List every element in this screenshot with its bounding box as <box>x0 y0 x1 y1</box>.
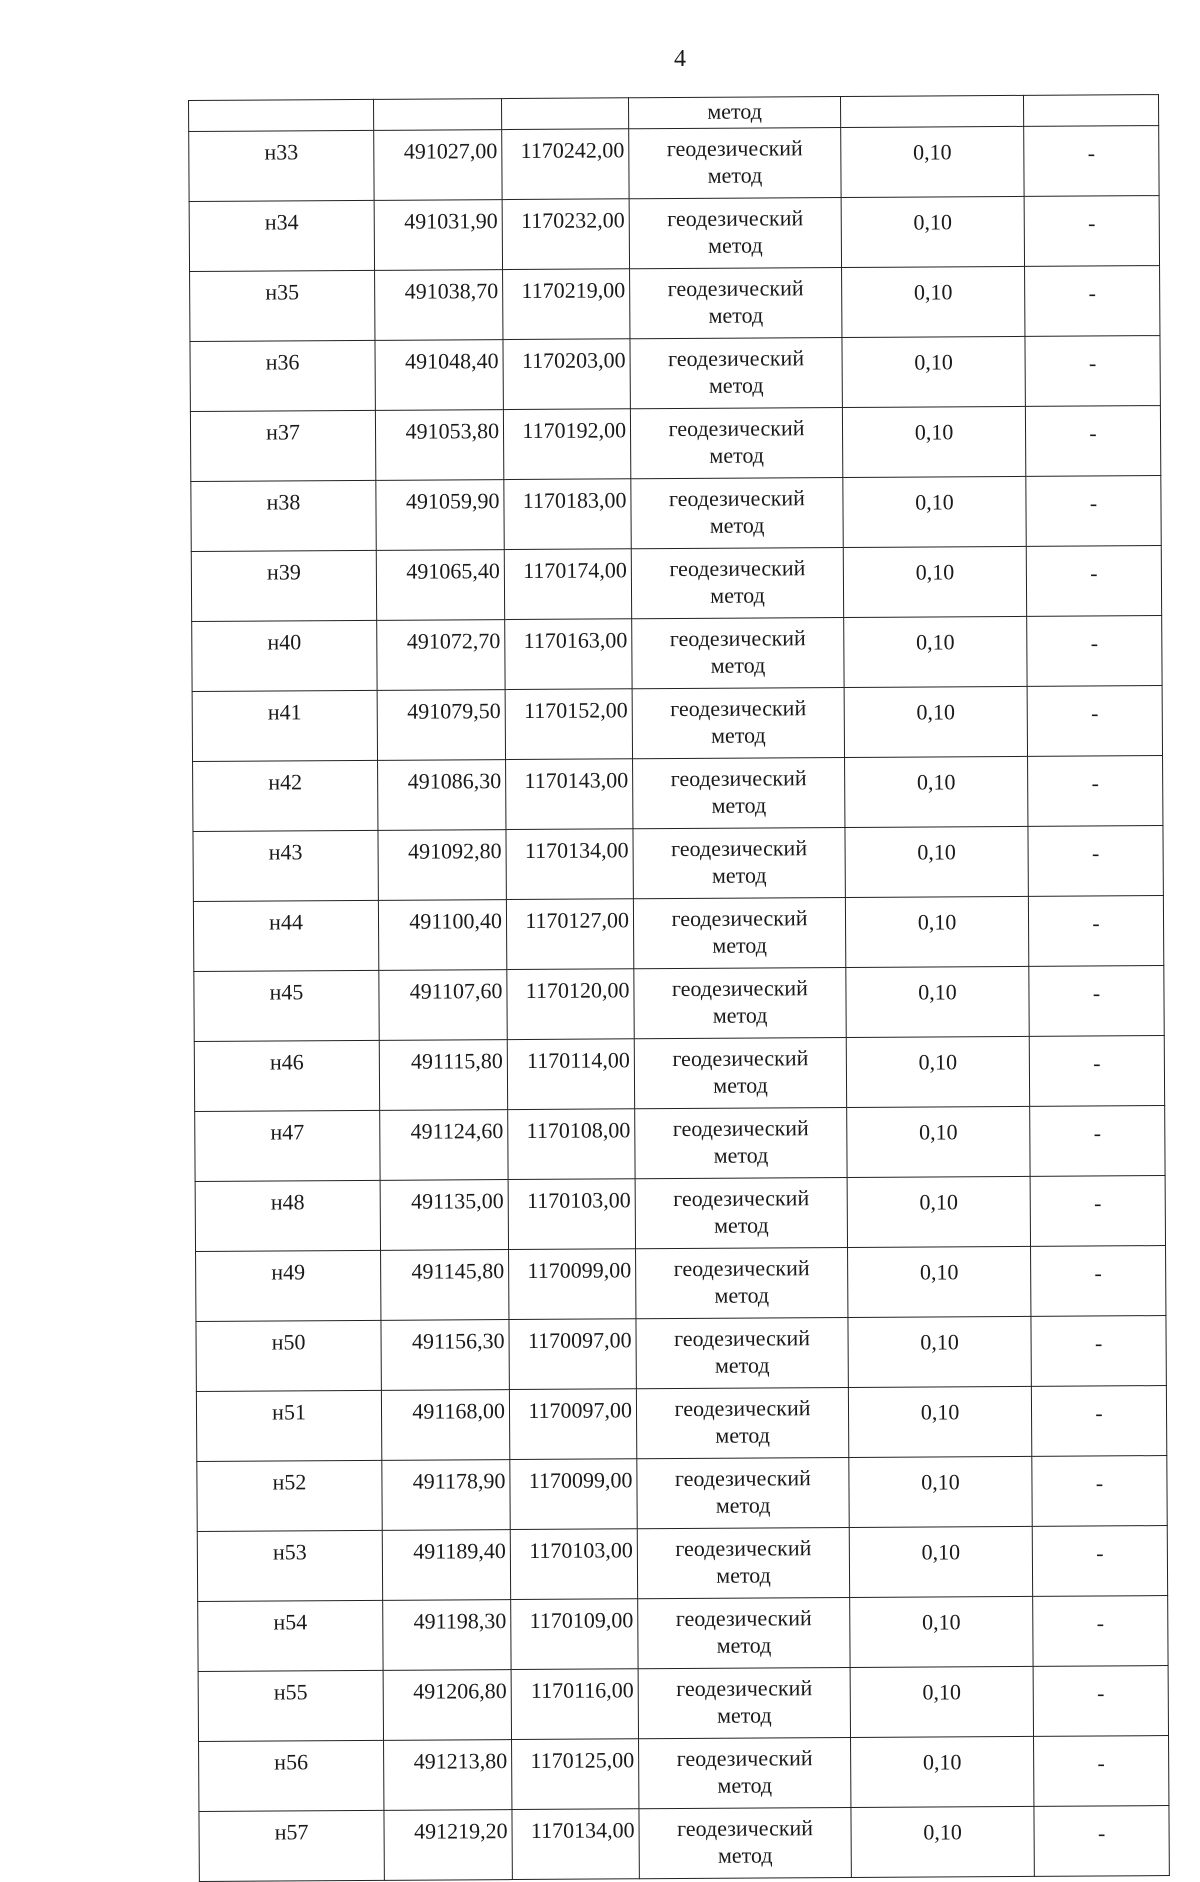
cell-precision: 0,10 <box>844 686 1027 757</box>
cell-coordinate-y: 1170099,00 <box>510 1459 637 1530</box>
method-line-2: метод <box>714 1212 769 1238</box>
cell-coordinate-x: 491206,80 <box>383 1670 511 1741</box>
method-line-2: метод <box>711 722 766 748</box>
table-row <box>195 1176 1165 1252</box>
cell-description: - <box>1033 1596 1168 1667</box>
cell-method <box>631 478 843 549</box>
cell-point-name: н51 <box>196 1390 381 1461</box>
method-line-1: геодезический <box>668 415 805 442</box>
cell-precision: 0,10 <box>851 1806 1034 1877</box>
cell-precision: 0,10 <box>848 1246 1031 1317</box>
cell-point-name: н48 <box>195 1180 380 1251</box>
cell-precision: 0,10 <box>843 476 1026 547</box>
cell-method <box>632 688 844 759</box>
cell-description: - <box>1026 546 1161 617</box>
method-line-1: геодезический <box>666 135 803 162</box>
cell-coordinate-x: 491031,90 <box>374 200 502 271</box>
cell-precision: 0,10 <box>848 1316 1031 1387</box>
cell-coordinate-y: 1170114,00 <box>507 1039 634 1110</box>
cell-precision: 0,10 <box>845 826 1028 897</box>
method-line-1: геодезический <box>673 1255 810 1282</box>
cell-coordinate-y: 1170242,00 <box>502 129 629 200</box>
table-row <box>197 1456 1167 1532</box>
cell-coordinate-y: 1170183,00 <box>504 479 631 550</box>
cell-description: - <box>1029 966 1164 1037</box>
cell-description: - <box>1033 1666 1168 1737</box>
cell-description: - <box>1032 1456 1167 1527</box>
cell-coordinate-y: 1170152,00 <box>505 689 632 760</box>
continued-cell-name <box>189 99 374 131</box>
cell-precision: 0,10 <box>845 756 1028 827</box>
method-line-1: геодезический <box>672 1045 809 1072</box>
table-row <box>190 266 1160 342</box>
method-line-2: метод <box>708 232 763 258</box>
cell-description: - <box>1026 476 1161 547</box>
coordinates-table-wrapper <box>188 94 1169 1882</box>
cell-method <box>629 128 841 199</box>
cell-point-name: н44 <box>193 900 378 971</box>
cell-coordinate-y: 1170099,00 <box>509 1249 636 1320</box>
cell-description: - <box>1027 616 1162 687</box>
cell-method <box>633 897 845 968</box>
method-line-1: геодезический <box>673 1185 810 1212</box>
table-row <box>190 336 1160 412</box>
cell-coordinate-x: 491156,30 <box>381 1320 509 1391</box>
table-row <box>199 1736 1169 1812</box>
cell-description: - <box>1028 826 1163 897</box>
method-line-2: метод <box>717 1702 772 1728</box>
table-row <box>192 616 1162 692</box>
cell-coordinate-x: 491053,80 <box>375 410 503 481</box>
cell-coordinate-y: 1170097,00 <box>509 1389 636 1460</box>
cell-description: - <box>1034 1806 1169 1877</box>
cell-precision: 0,10 <box>846 1036 1029 1107</box>
cell-description: - <box>1025 266 1160 337</box>
method-line-2: метод <box>714 1352 770 1378</box>
cell-method <box>634 1037 846 1108</box>
cell-description: - <box>1028 896 1163 967</box>
cell-description: - <box>1028 756 1163 827</box>
cell-point-name: н46 <box>194 1040 379 1111</box>
continued-cell-description <box>1023 95 1158 127</box>
cell-point-name: н41 <box>192 690 377 761</box>
method-line-1: геодезический <box>668 485 805 512</box>
table-row <box>191 546 1161 622</box>
cell-method <box>631 548 843 619</box>
method-line-2: метод <box>716 1562 771 1588</box>
cell-point-name: н43 <box>193 830 378 901</box>
cell-method <box>632 618 844 689</box>
method-line-1: геодезический <box>677 1815 814 1842</box>
method-line-1: геодезический <box>671 835 808 862</box>
cell-precision: 0,10 <box>844 616 1027 687</box>
method-line-2: метод <box>714 1282 770 1308</box>
cell-point-name: н55 <box>198 1670 383 1741</box>
cell-coordinate-x: 491189,40 <box>382 1530 510 1601</box>
method-line-1: геодезический <box>670 765 807 792</box>
cell-coordinate-y: 1170134,00 <box>512 1809 639 1880</box>
cell-method <box>639 1737 851 1808</box>
cell-coordinate-x: 491079,50 <box>377 690 505 761</box>
cell-coordinate-x: 491213,80 <box>384 1740 512 1811</box>
cell-coordinate-x: 491115,80 <box>379 1040 507 1111</box>
cell-method <box>638 1597 850 1668</box>
method-line-2: метод <box>715 1492 771 1518</box>
cell-coordinate-x: 491135,00 <box>380 1180 508 1251</box>
cell-coordinate-x: 491027,00 <box>374 130 502 201</box>
cell-point-name: н45 <box>194 970 379 1041</box>
cell-point-name: н37 <box>190 410 375 481</box>
cell-coordinate-x: 491168,00 <box>381 1390 509 1461</box>
method-line-2: метод <box>712 932 768 958</box>
method-line-2: метод <box>710 582 765 608</box>
cell-point-name: н47 <box>195 1110 380 1181</box>
cell-coordinate-x: 491198,30 <box>383 1600 511 1671</box>
cell-point-name: н54 <box>198 1600 383 1671</box>
cell-point-name: н38 <box>191 480 376 551</box>
continued-cell-y <box>501 98 628 130</box>
cell-precision: 0,10 <box>849 1456 1032 1527</box>
table-row <box>196 1386 1166 1462</box>
cell-method <box>636 1387 848 1458</box>
cell-coordinate-x: 491092,80 <box>378 830 506 901</box>
method-line-1: геодезический <box>671 975 808 1002</box>
cell-coordinate-y: 1170192,00 <box>503 409 630 480</box>
cell-coordinate-y: 1170109,00 <box>511 1599 638 1670</box>
cell-coordinate-x: 491065,40 <box>376 550 504 621</box>
cell-method <box>638 1667 850 1738</box>
table-row <box>189 126 1159 202</box>
cell-description: - <box>1031 1246 1166 1317</box>
cell-method <box>633 758 845 829</box>
cell-precision: 0,10 <box>843 546 1026 617</box>
cell-method <box>629 198 841 269</box>
method-line-2: метод <box>708 302 764 328</box>
table-row <box>193 826 1163 902</box>
table-row <box>194 966 1164 1042</box>
method-line-2: метод <box>711 792 767 818</box>
cell-description: - <box>1029 1036 1164 1107</box>
cell-precision: 0,10 <box>841 126 1024 197</box>
cell-point-name: н39 <box>191 550 376 621</box>
method-line-2: метод <box>717 1772 773 1798</box>
table-row <box>193 756 1163 832</box>
cell-coordinate-x: 491107,60 <box>379 970 507 1041</box>
continued-cell-method: метод <box>628 97 840 129</box>
table-row <box>199 1806 1169 1882</box>
method-line-2: метод <box>717 1842 773 1868</box>
cell-description: - <box>1034 1736 1169 1807</box>
cell-coordinate-y: 1170108,00 <box>508 1109 635 1180</box>
cell-coordinate-x: 491100,40 <box>378 900 506 971</box>
cell-point-name: н35 <box>190 270 375 341</box>
cell-coordinate-x: 491038,70 <box>375 270 503 341</box>
cell-coordinate-y: 1170127,00 <box>506 899 633 970</box>
method-line-1: геодезический <box>667 275 804 302</box>
cell-precision: 0,10 <box>850 1666 1033 1737</box>
table-row <box>197 1526 1167 1602</box>
method-line-2: метод <box>708 372 764 398</box>
table-row <box>191 476 1161 552</box>
page-number: 4 <box>674 46 686 72</box>
cell-coordinate-y: 1170232,00 <box>502 199 629 270</box>
cell-coordinate-x: 491048,40 <box>375 340 503 411</box>
cell-description: - <box>1024 196 1159 267</box>
cell-precision: 0,10 <box>850 1596 1033 1667</box>
cell-precision: 0,10 <box>848 1386 1031 1457</box>
cell-precision: 0,10 <box>841 196 1024 267</box>
cell-precision: 0,10 <box>842 266 1025 337</box>
method-line-1: геодезический <box>674 1465 811 1492</box>
cell-coordinate-y: 1170134,00 <box>506 829 633 900</box>
cell-coordinate-x: 491145,80 <box>381 1250 509 1321</box>
cell-coordinate-y: 1170203,00 <box>503 339 630 410</box>
cell-coordinate-x: 491072,70 <box>377 620 505 691</box>
cell-description: - <box>1030 1176 1165 1247</box>
cell-coordinate-y: 1170097,00 <box>509 1319 636 1390</box>
cell-precision: 0,10 <box>847 1106 1030 1177</box>
method-line-1: геодезический <box>676 1745 813 1772</box>
method-line-1: геодезический <box>676 1675 813 1702</box>
cell-method <box>630 408 842 479</box>
cell-description: - <box>1025 336 1160 407</box>
cell-precision: 0,10 <box>845 896 1028 967</box>
table-row <box>189 196 1159 272</box>
table-row <box>196 1246 1166 1322</box>
table-row <box>190 406 1160 482</box>
method-line-2: метод <box>713 1072 768 1098</box>
cell-precision: 0,10 <box>849 1526 1032 1597</box>
method-line-2: метод <box>715 1422 771 1448</box>
continued-cell-x <box>373 99 501 131</box>
cell-coordinate-y: 1170163,00 <box>505 619 632 690</box>
cell-coordinate-x: 491059,90 <box>376 480 504 551</box>
method-line-1: геодезический <box>675 1535 812 1562</box>
cell-point-name: н33 <box>189 130 374 201</box>
method-line-1: геодезический <box>669 555 806 582</box>
cell-method <box>635 1107 847 1178</box>
method-line-2: метод <box>716 1632 772 1658</box>
cell-method <box>637 1527 849 1598</box>
cell-coordinate-y: 1170125,00 <box>512 1739 639 1810</box>
cell-point-name: н56 <box>199 1740 384 1811</box>
method-line-1: геодезический <box>671 905 808 932</box>
cell-coordinate-x: 491086,30 <box>378 760 506 831</box>
method-line-2: метод <box>713 1142 769 1168</box>
method-line-1: геодезический <box>669 625 806 652</box>
cell-method <box>633 828 845 899</box>
cell-coordinate-y: 1170103,00 <box>508 1179 635 1250</box>
cell-precision: 0,10 <box>842 406 1025 477</box>
cell-precision: 0,10 <box>847 1176 1030 1247</box>
cell-precision: 0,10 <box>842 336 1025 407</box>
cell-point-name: н52 <box>197 1460 382 1531</box>
method-line-1: геодезический <box>675 1605 812 1632</box>
cell-point-name: н42 <box>193 760 378 831</box>
method-line-1: геодезический <box>674 1325 811 1352</box>
method-line-2: метод <box>712 1002 768 1028</box>
continued-cell-precision <box>840 95 1023 127</box>
cell-precision: 0,10 <box>851 1736 1034 1807</box>
table-row <box>192 686 1162 762</box>
cell-description: - <box>1032 1526 1167 1597</box>
cell-coordinate-x: 491178,90 <box>382 1460 510 1531</box>
method-line-1: геодезический <box>670 695 807 722</box>
cell-method <box>634 967 846 1038</box>
cell-method <box>636 1317 848 1388</box>
method-line-2: метод <box>710 652 766 678</box>
method-line-2: метод <box>709 442 765 468</box>
method-line-2: метод <box>707 162 763 188</box>
cell-point-name: н36 <box>190 340 375 411</box>
cell-coordinate-y: 1170116,00 <box>511 1669 638 1740</box>
method-line-1: геодезический <box>672 1115 809 1142</box>
cell-method <box>636 1247 848 1318</box>
cell-description: - <box>1025 406 1160 477</box>
cell-point-name: н57 <box>199 1810 384 1881</box>
cell-method <box>630 338 842 409</box>
cell-coordinate-y: 1170143,00 <box>506 759 633 830</box>
cell-description: - <box>1031 1386 1166 1457</box>
cell-point-name: н50 <box>196 1320 381 1391</box>
cell-method <box>635 1177 847 1248</box>
table-row <box>193 896 1163 972</box>
cell-coordinate-y: 1170174,00 <box>504 549 631 620</box>
method-line-2: метод <box>711 862 767 888</box>
cell-method <box>630 268 842 339</box>
method-line-2: метод <box>709 512 765 538</box>
cell-point-name: н53 <box>197 1530 382 1601</box>
cell-coordinate-x: 491124,60 <box>380 1110 508 1181</box>
table-row <box>195 1106 1165 1182</box>
cell-method <box>637 1457 849 1528</box>
method-line-1: геодезический <box>674 1395 811 1422</box>
cell-precision: 0,10 <box>846 966 1029 1037</box>
cell-description: - <box>1027 686 1162 757</box>
cell-coordinate-y: 1170120,00 <box>507 969 634 1040</box>
cell-coordinate-y: 1170103,00 <box>510 1529 637 1600</box>
coordinates-table <box>188 94 1170 1882</box>
table-row <box>198 1666 1168 1742</box>
table-row <box>196 1316 1166 1392</box>
cell-coordinate-y: 1170219,00 <box>503 269 630 340</box>
method-line-1: геодезический <box>668 345 805 372</box>
cell-description: - <box>1030 1106 1165 1177</box>
cell-description: - <box>1031 1316 1166 1387</box>
cell-method <box>639 1807 851 1878</box>
method-line-1: геодезический <box>667 205 804 232</box>
cell-description: - <box>1024 126 1159 197</box>
cell-point-name: н34 <box>189 200 374 271</box>
table-row <box>198 1596 1168 1672</box>
cell-point-name: н40 <box>192 620 377 691</box>
cell-coordinate-x: 491219,20 <box>384 1810 512 1881</box>
table-row <box>194 1036 1164 1112</box>
cell-point-name: н49 <box>196 1250 381 1321</box>
